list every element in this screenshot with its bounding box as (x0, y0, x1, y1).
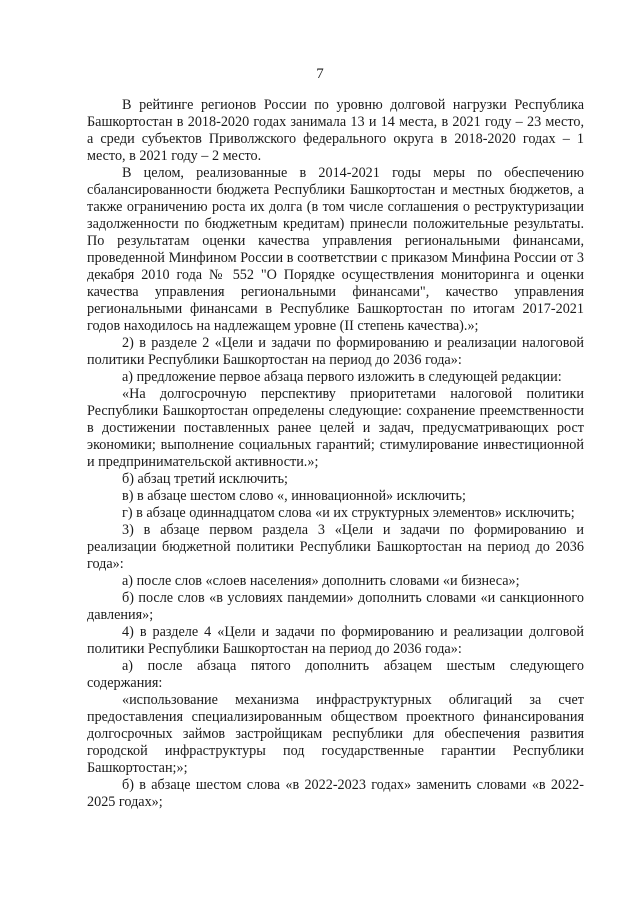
document-body (87, 97, 584, 811)
paragraph: а) предложение первое абзаца первого изложить в следующей редакции: (122, 369, 562, 385)
paragraph: а) после абзаца пятого дополнить абзацем шестым следующего содержания: (87, 658, 584, 691)
paragraph: 3) в абзаце первом раздела 3 «Цели и задачи по формированию и реализации бюджетной политики Республики Башкортостан на период до 2036 года»: (87, 522, 584, 572)
paragraph: «На долгосрочную перспективу приоритетами налоговой политики Республики Башкортостан определены следующие: сохранение преемственности в достижении поставленных ранее целей и задач, предусматривающих рост экономики; выполнение социальных гарантий; стимулирование инвестиционной и предпринимательской активности.»; (87, 386, 584, 470)
paragraph: б) в абзаце шестом слова «в 2022-2023 годах» заменить словами «в 2022-2025 годах»; (87, 777, 584, 810)
paragraph: «использование механизма инфраструктурных облигаций за счет предоставления специализированным обществом проектного финансирования долгосрочных займов застройщикам республики для обеспечения развития городской инфраструктуры под государственные гарантии Республики Башкортостан;»; (87, 692, 584, 776)
paragraph: 2) в разделе 2 «Цели и задачи по формированию и реализации налоговой политики Республики Башкортостан на период до 2036 года»: (87, 335, 584, 368)
paragraph: 4) в разделе 4 «Цели и задачи по формированию и реализации долговой политики Республики Башкортостан на период до 2036 года»: (87, 624, 584, 657)
paragraph: г) в абзаце одиннадцатом слова «и их структурных элементов» исключить; (122, 505, 575, 521)
paragraph: б) после слов «в условиях пандемии» дополнить словами «и санкционного давления»; (87, 590, 584, 623)
paragraph: а) после слов «слоев населения» дополнить словами «и бизнеса»; (122, 573, 520, 589)
page-number: 7 (316, 66, 324, 82)
paragraph: В целом, реализованные в 2014-2021 годы меры по обеспечению сбалансированности бюджета Республики Башкортостан и местных бюджетов, а также ограничению роста их долга (в том числе соглашения о реструктуризации задолженности по бюджетным кредитам) принесли положительные результаты. По результатам оценки качества управления региональными финансами, проведенной Минфином России в соответствии с приказом Минфина России от 3 декабря 2010 года № 552 "О Порядке осуществления мониторинга и оценки качества управления региональными финансами", качество управления региональными финансами в Республике Башкортостан по итогам 2017-2021 годов находилось на надлежащем уровне (II степень качества).»; (87, 165, 584, 334)
paragraph: В рейтинге регионов России по уровню долговой нагрузки Республика Башкортостан в 2018-2020 годах занимала 13 и 14 места, в 2021 году – 23 место, а среди субъектов Приволжского федерального округа в 2018-2020 годах – 1 место, в 2021 году – 2 место. (87, 97, 584, 164)
paragraph: б) абзац третий исключить; (122, 471, 289, 487)
paragraph: в) в абзаце шестом слово «, инновационной» исключить; (122, 488, 466, 504)
